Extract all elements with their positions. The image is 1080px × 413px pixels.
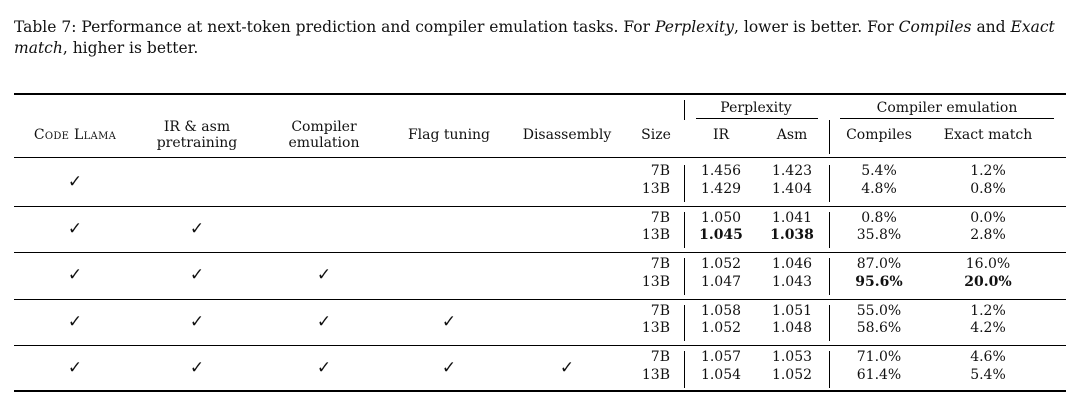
- size-cell: 13B: [641, 180, 670, 197]
- body-vline-perplexity: [684, 258, 685, 295]
- table-caption: [14, 17, 1066, 59]
- group-separator-rule: [14, 299, 1066, 300]
- asm-perplexity-cell: 1.404: [771, 180, 813, 197]
- caption-segment: and: [971, 18, 1011, 36]
- check-code-llama: ✓: [67, 358, 83, 379]
- check-disassembly: ✓: [559, 358, 575, 379]
- ir-perplexity-cell: 1.456: [700, 163, 742, 179]
- check-compiler-emulation: ✓: [316, 311, 332, 332]
- compiles-cell: 5.4%: [861, 163, 897, 179]
- ir-perplexity-cell: 1.058: [700, 302, 742, 319]
- size-cell: 7B: [650, 163, 670, 179]
- size-cell: 7B: [650, 256, 670, 273]
- check-ir-asm-pretraining: ✓: [189, 311, 205, 332]
- compiler-group-underline: [840, 118, 1054, 119]
- size-cell: 7B: [650, 302, 670, 319]
- compiles-cell: 58.6%: [856, 320, 902, 337]
- ir-perplexity-cell: 1.052: [700, 320, 742, 337]
- body-vline-perplexity: [684, 351, 685, 388]
- check-code-llama: ✓: [67, 311, 83, 332]
- body-vline-perplexity: [684, 212, 685, 249]
- compiles-cell: 55.0%: [856, 302, 902, 319]
- size-cell: 7B: [650, 349, 670, 366]
- caption-segment: Compiles: [898, 18, 972, 36]
- col-header-disassembly: Disassembly: [522, 127, 612, 143]
- ir-perplexity-cell: 1.050: [700, 209, 742, 226]
- caption-segment: Exact match: [14, 18, 1055, 57]
- asm-perplexity-cell: 1.052: [771, 366, 813, 383]
- caption-segment: Perplexity: [654, 18, 735, 36]
- header-vline-compiler: [829, 120, 830, 154]
- col-header-ir-asm-pretraining: IR & asm pretraining: [156, 119, 238, 151]
- check-ir-asm-pretraining: ✓: [189, 218, 205, 239]
- compiles-cell: 4.8%: [861, 180, 897, 197]
- caption-segment: , lower is better. For: [734, 18, 899, 36]
- check-flag-tuning: ✓: [441, 358, 457, 379]
- body-vline-compiler: [829, 351, 830, 388]
- exact-match-cell: 0.8%: [970, 180, 1006, 197]
- asm-perplexity-cell: 1.038: [770, 227, 814, 244]
- header-vline-perplexity: [684, 100, 685, 120]
- exact-match-cell: 20.0%: [964, 273, 1012, 290]
- check-code-llama: ✓: [67, 172, 83, 192]
- compiles-cell: 61.4%: [856, 366, 902, 383]
- size-cell: 13B: [641, 273, 670, 290]
- body-vline-compiler: [829, 212, 830, 249]
- check-code-llama: ✓: [67, 265, 83, 286]
- col-header-flag-tuning: Flag tuning: [407, 127, 491, 143]
- group-compiler-emulation-header: Compiler emulation: [876, 100, 1018, 116]
- exact-match-cell: 2.8%: [970, 227, 1006, 244]
- check-compiler-emulation: ✓: [316, 358, 332, 379]
- caption-segment: Table 7: Performance at next-token prediction and compiler emulation tasks. For: [14, 18, 655, 36]
- body-vline-perplexity: [684, 165, 685, 202]
- compiles-cell: 35.8%: [856, 227, 902, 244]
- col-header-code-llama: Code Llama: [33, 127, 117, 143]
- group-perplexity-header: Perplexity: [720, 100, 792, 116]
- ir-perplexity-cell: 1.052: [700, 256, 742, 273]
- body-vline-perplexity: [684, 305, 685, 342]
- col-header-compiles: Compiles: [846, 127, 912, 143]
- col-header-compiler-emulation: Compiler emulation: [288, 119, 360, 151]
- exact-match-cell: 4.6%: [970, 349, 1006, 366]
- check-flag-tuning: ✓: [441, 311, 457, 332]
- asm-perplexity-cell: 1.053: [771, 349, 813, 366]
- exact-match-cell: 16.0%: [965, 256, 1011, 273]
- col-header-ir: IR: [712, 127, 730, 143]
- asm-perplexity-cell: 1.423: [771, 163, 813, 179]
- exact-match-cell: 4.2%: [970, 320, 1006, 337]
- exact-match-cell: 1.2%: [970, 302, 1006, 319]
- check-compiler-emulation: ✓: [316, 265, 332, 286]
- group-separator-rule: [14, 345, 1066, 346]
- bottom-rule: [14, 390, 1066, 392]
- asm-perplexity-cell: 1.041: [771, 209, 813, 226]
- body-vline-compiler: [829, 258, 830, 295]
- exact-match-cell: 0.0%: [970, 209, 1006, 226]
- asm-perplexity-cell: 1.051: [771, 302, 813, 319]
- compiles-cell: 0.8%: [861, 209, 897, 226]
- asm-perplexity-cell: 1.048: [771, 320, 813, 337]
- body-vline-compiler: [829, 305, 830, 342]
- check-ir-asm-pretraining: ✓: [189, 358, 205, 379]
- size-cell: 13B: [641, 320, 670, 337]
- top-rule: [14, 93, 1066, 95]
- perplexity-group-underline: [696, 118, 818, 119]
- size-cell: 7B: [650, 209, 670, 226]
- col-header-asm: Asm: [776, 127, 808, 143]
- asm-perplexity-cell: 1.043: [771, 273, 813, 290]
- size-cell: 13B: [641, 227, 670, 244]
- asm-perplexity-cell: 1.046: [771, 256, 813, 273]
- group-separator-rule: [14, 206, 1066, 207]
- ir-perplexity-cell: 1.047: [700, 273, 742, 290]
- col-header-exact-match: Exact match: [943, 127, 1033, 143]
- exact-match-cell: 5.4%: [970, 366, 1006, 383]
- ir-perplexity-cell: 1.045: [699, 227, 743, 244]
- compiles-cell: 95.6%: [855, 273, 903, 290]
- header-rule: [14, 157, 1066, 158]
- exact-match-cell: 1.2%: [970, 163, 1006, 179]
- compiles-cell: 71.0%: [856, 349, 902, 366]
- ir-perplexity-cell: 1.054: [700, 366, 742, 383]
- size-cell: 13B: [641, 366, 670, 383]
- check-ir-asm-pretraining: ✓: [189, 265, 205, 286]
- caption-segment: , higher is better.: [62, 39, 199, 57]
- ir-perplexity-cell: 1.429: [700, 180, 742, 197]
- body-vline-compiler: [829, 165, 830, 202]
- col-header-size: Size: [641, 127, 671, 143]
- compiles-cell: 87.0%: [856, 256, 902, 273]
- ir-perplexity-cell: 1.057: [700, 349, 742, 366]
- group-separator-rule: [14, 252, 1066, 253]
- check-code-llama: ✓: [67, 218, 83, 239]
